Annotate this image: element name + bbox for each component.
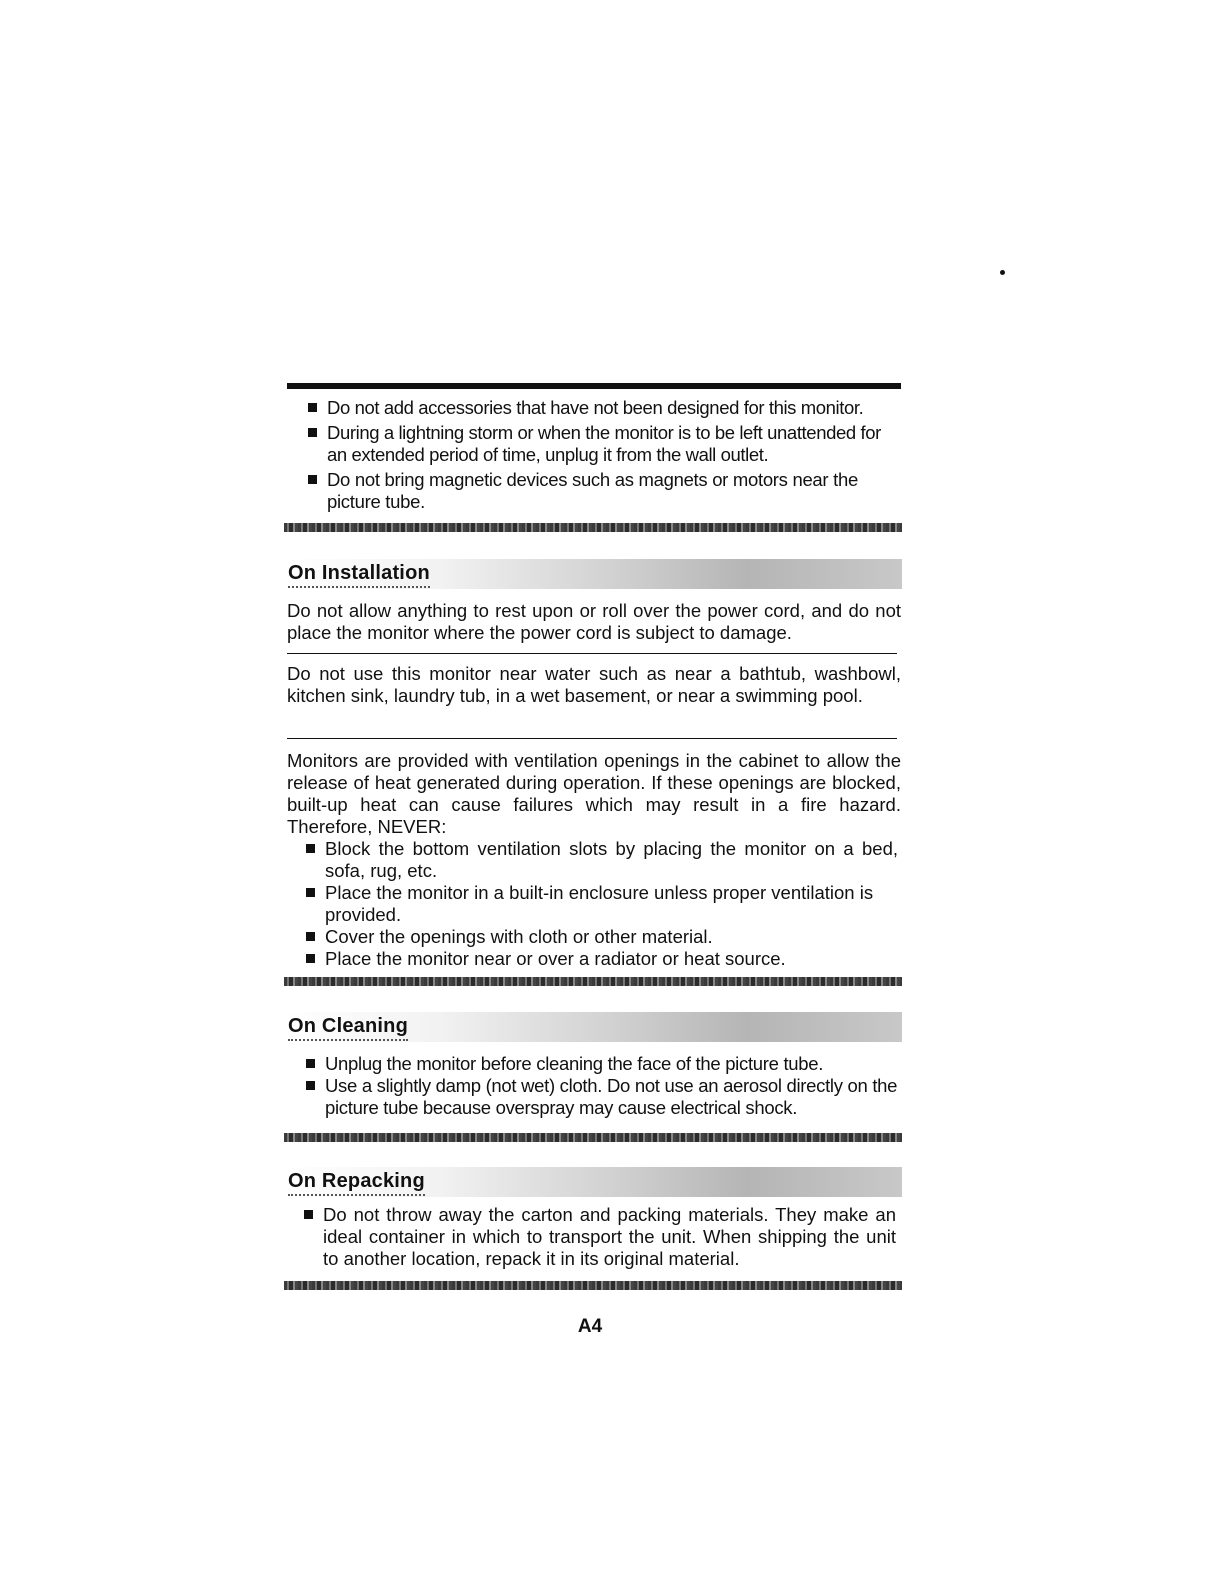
bullet-square-icon: [306, 932, 315, 941]
cleaning-list: [306, 1053, 898, 1119]
bullet-square-icon: [306, 954, 315, 963]
bullet-item: During a lightning storm or when the monitor is to be left unattended for an extended period of time, unplug it from the wall outlet.: [308, 422, 900, 466]
section-divider: [284, 1133, 902, 1142]
cleaning-heading: On Cleaning: [288, 1013, 408, 1041]
section-divider: [284, 1281, 902, 1290]
bullet-square-icon: [308, 428, 317, 437]
bullet-square-icon: [304, 1210, 313, 1219]
installation-para-ventilation: Monitors are provided with ventilation openings in the cabinet to allow the release of heat generated during operation. If these openings are blocked, built-up heat can cause failures which may result in a fire hazard. Therefore, NEVER:: [287, 750, 901, 837]
bullet-item: Place the monitor in a built-in enclosure unless proper ventilation is provided.: [306, 882, 898, 926]
separator-line: [287, 653, 897, 654]
installation-para-cord: Do not allow anything to rest upon or roll over the power cord, and do not place the monitor where the power cord is subject to damage.: [287, 600, 901, 643]
cleaning-heading-bar: [284, 1012, 902, 1042]
bullet-square-icon: [306, 1081, 315, 1090]
bullet-item: Do not add accessories that have not been designed for this monitor.: [308, 397, 900, 419]
page-number: A4: [577, 1316, 603, 1337]
repacking-heading-bar: [284, 1167, 902, 1197]
bullet-item: Do not throw away the carton and packing materials. They make an ideal container in which to transport the unit. When shipping the unit to another location, repack it in its original material.: [304, 1204, 896, 1270]
repacking-list: [304, 1204, 896, 1270]
top-bullet-list: [308, 397, 900, 513]
never-list: [306, 838, 898, 970]
separator-line: [287, 738, 897, 739]
bullet-item: Do not bring magnetic devices such as magnets or motors near the picture tube.: [308, 469, 900, 513]
installation-heading-bar: [284, 559, 902, 589]
bullet-square-icon: [306, 1059, 315, 1068]
bullet-item: Block the bottom ventilation slots by placing the monitor on a bed, sofa, rug, etc.: [306, 838, 898, 882]
bullet-square-icon: [308, 403, 317, 412]
bullet-item: Place the monitor near or over a radiator or heat source.: [306, 948, 898, 970]
bullet-square-icon: [306, 844, 315, 853]
bullet-item: Use a slightly damp (not wet) cloth. Do not use an aerosol directly on the picture tube because overspray may cause electrical shock.: [306, 1075, 898, 1119]
bullet-square-icon: [308, 475, 317, 484]
section-divider: [284, 523, 902, 532]
stray-dot: [1000, 270, 1005, 275]
bullet-item: Unplug the monitor before cleaning the face of the picture tube.: [306, 1053, 898, 1075]
installation-para-water: Do not use this monitor near water such as near a bathtub, washbowl, kitchen sink, laundry tub, in a wet basement, or near a swimming pool.: [287, 663, 901, 706]
installation-heading: On Installation: [288, 560, 430, 588]
bullet-item: Cover the openings with cloth or other material.: [306, 926, 898, 948]
bullet-square-icon: [306, 888, 315, 897]
repacking-heading: On Repacking: [288, 1168, 425, 1196]
section-divider: [284, 977, 902, 986]
top-rule: [287, 383, 901, 389]
